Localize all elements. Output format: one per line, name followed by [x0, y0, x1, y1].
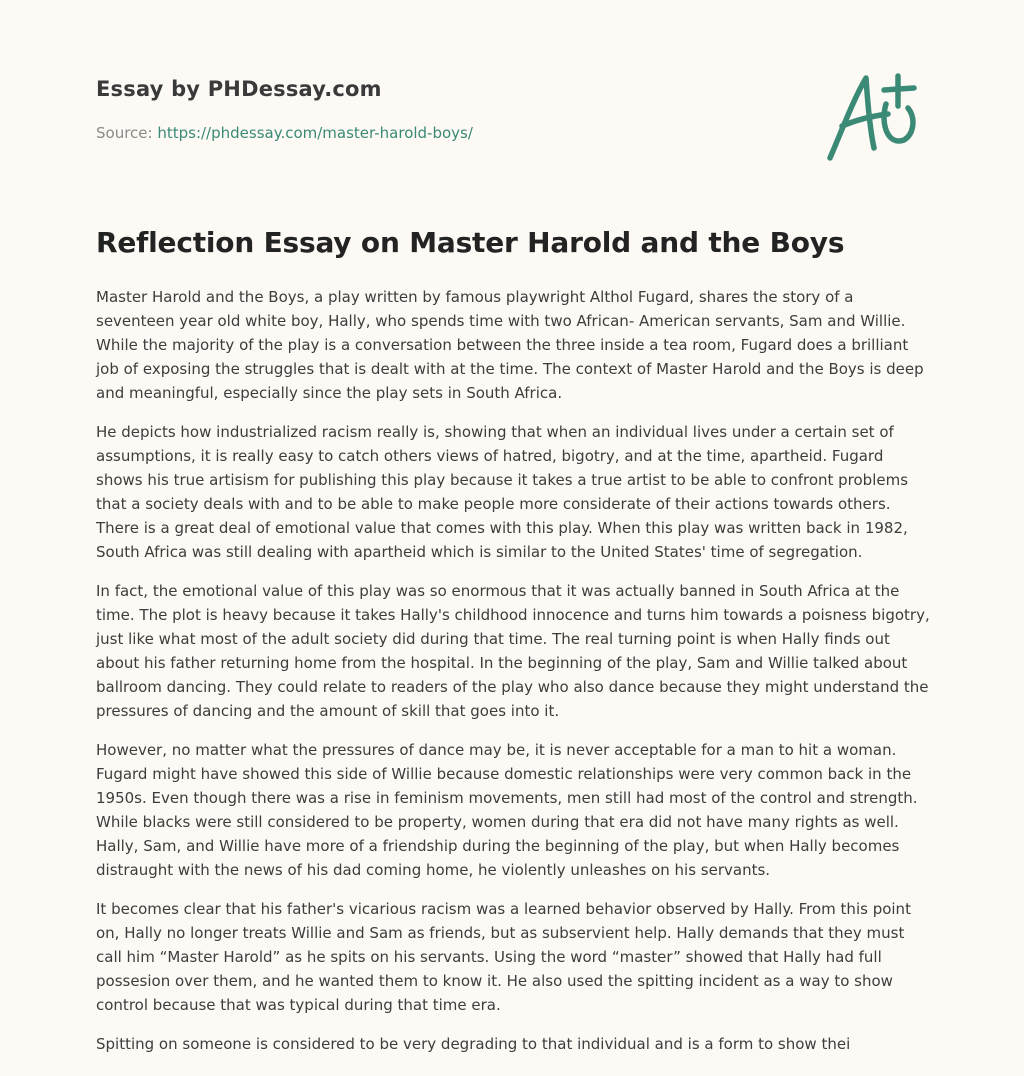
source-link[interactable]: https://phdessay.com/master-harold-boys/: [157, 124, 473, 142]
source-line: [96, 124, 473, 142]
essay-paragraph: Master Harold and the Boys, a play written by famous playwright Althol Fugard, shares the story of a seventeen year old white boy, Hally, who spends time with two African- American servants, Sam and Willie. While the majority of the play is a conversation between the three inside a tea room, Fugard does a brilliant job of exposing the struggles that is dealt with at the time. The context of Master Harold and the Boys is deep and meaningful, especially since the play sets in South Africa.: [96, 288, 924, 402]
essay-paragraph: However, no matter what the pressures of dance may be, it is never acceptable for a man to hit a woman. Fugard might have showed this side of Willie because domestic relationships were very common back in the 1950s. Even though there was a rise in feminism movements, men still had most of the control and strength. While blacks were still considered to be property, women during that era did not have many rights as well. Hally, Sam, and Willie have more of a friendship during the beginning of the play, but when Hally becomes distraught with the news of his dad coming home, he violently unleashes on his servants.: [96, 741, 918, 879]
site-brand: Essay by PHDessay.com: [96, 77, 382, 101]
essay-paragraph: In fact, the emotional value of this play was so enormous that it was actually banned in South Africa at the time. The plot is heavy because it takes Hally's childhood innocence and turns him towards a poisness bigotry, just like what most of the adult society did during that time. The real turning point is when Hally finds out about his father returning home from the hospital. In the beginning of the play, Sam and Willie talked about ballroom dancing. They could relate to readers of the play who also dance because they might understand the pressures of dancing and the amount of skill that goes into it.: [96, 582, 930, 720]
essay-paragraph: Spitting on someone is considered to be very degrading to that individual and is a form to show thei: [96, 1035, 851, 1053]
essay-paragraph: He depicts how industrialized racism really is, showing that when an individual lives under a certain set of assumptions, it is really easy to catch others views of hatred, bigotry, and at the time, apartheid. Fugard shows his true artisism for publishing this play because it takes a true artist to be able to confront problems that a society deals with and to be able to make people more considerate of their actions towards others. There is a great deal of emotional value that comes with this play. When this play was written back in 1982, South Africa was still dealing with apartheid which is similar to the United States' time of segregation.: [96, 423, 909, 561]
a-plus-grade-icon: [822, 68, 928, 164]
essay-body: [96, 285, 932, 1071]
source-label: Source:: [96, 124, 158, 142]
essay-paragraph: It becomes clear that his father's vicarious racism was a learned behavior observed by Hally. From this point on, Hally no longer treats Willie and Sam as friends, but as subservient help. Hally demands that they must call him “Master Harold” as he spits on his servants. Using the word “master” showed that Hally had full possesion over them, and he wanted them to know it. He also used the spitting incident as a way to show control because that was typical during that time era.: [96, 900, 911, 1014]
essay-title: Reflection Essay on Master Harold and the Boys: [96, 226, 845, 259]
